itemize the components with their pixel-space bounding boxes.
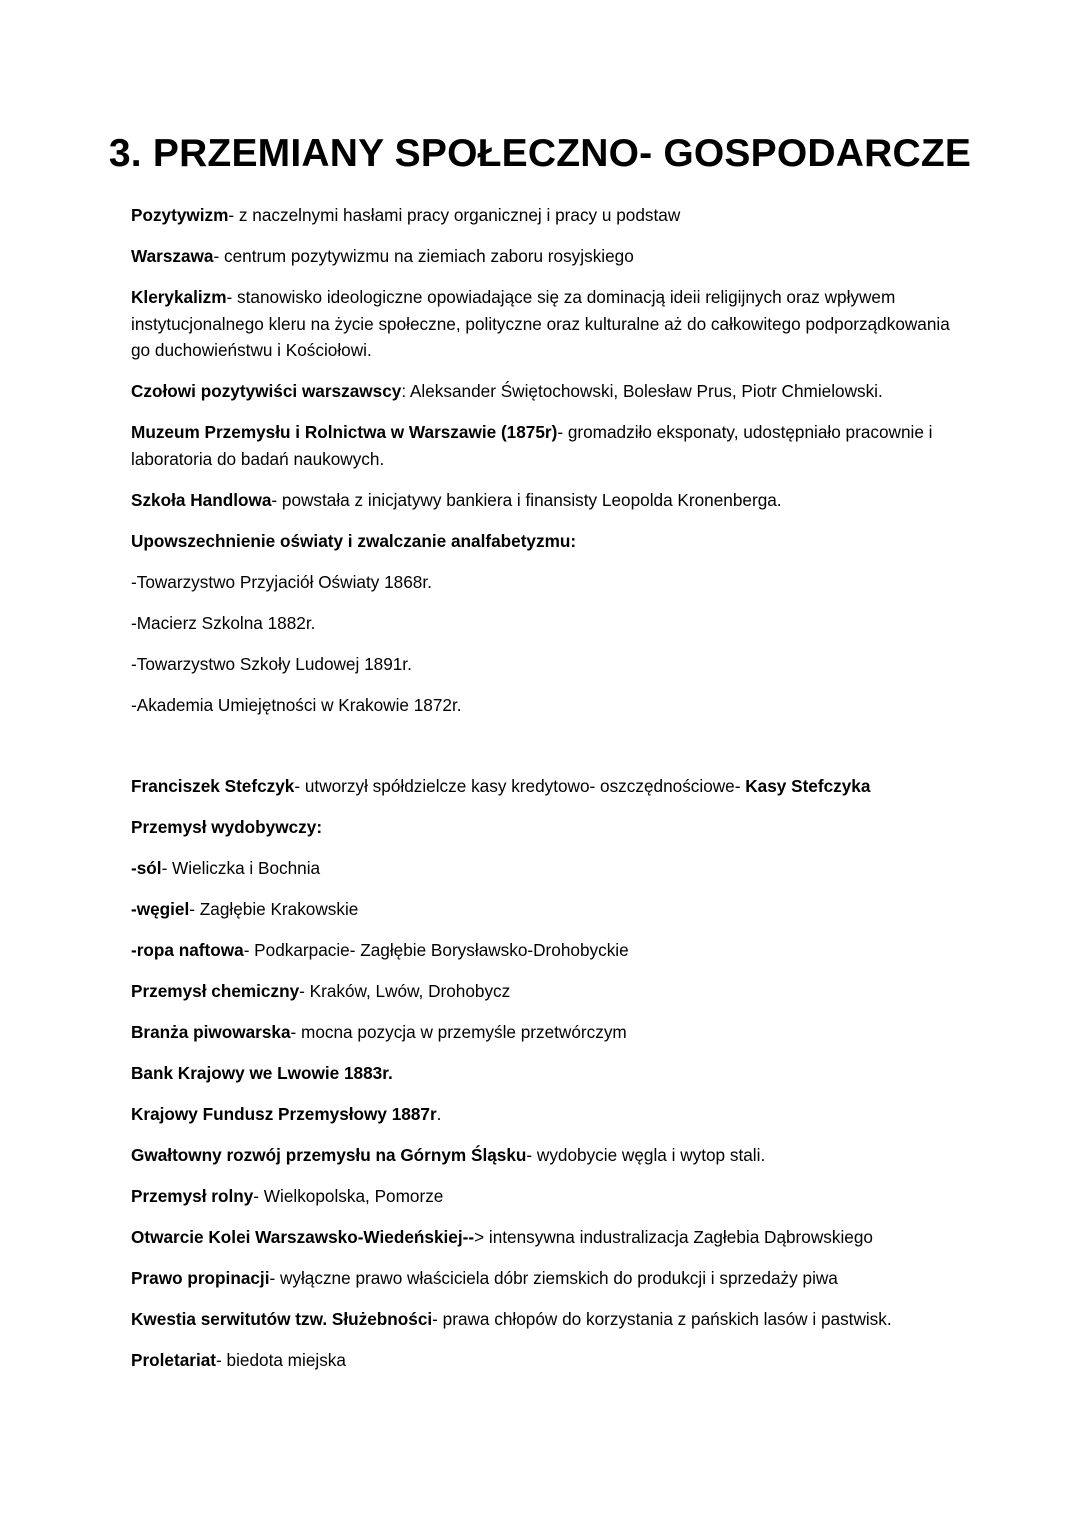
bold-term: Bank Krajowy we Lwowie 1883r.: [131, 1063, 393, 1083]
paragraph: [131, 1060, 961, 1087]
paragraph-text: - powstała z inicjatywy bankiera i finansisty Leopolda Kronenberga.: [271, 489, 782, 510]
paragraph-text: -Macierz Szkolna 1882r.: [131, 612, 316, 633]
paragraph-text: -Towarzystwo Przyjaciół Oświaty 1868r.: [131, 571, 432, 592]
paragraph: [131, 284, 961, 364]
paragraph-text: - mocna pozycja w przemyśle przetwórczym: [290, 1022, 627, 1042]
paragraph: [131, 1142, 961, 1169]
bold-term: Muzeum Przemysłu i Rolnictwa w Warszawie (1875r): [131, 422, 558, 442]
paragraph-text: > intensywna industralizacja Zagłebia Dąbrowskiego: [474, 1227, 873, 1247]
paragraph: [131, 378, 961, 405]
paragraph-text: - prawa chłopów do korzystania z pańskich lasów i pastwisk.: [432, 1309, 892, 1329]
paragraph-text: - Wielkopolska, Pomorze: [253, 1186, 444, 1206]
paragraph: [131, 855, 961, 882]
paragraph-text: - gromadziło eksponaty, udostępniało pracownie i laboratoria do badań naukowych.: [131, 422, 933, 469]
bold-term: Krajowy Fundusz Przemysłowy 1887r: [131, 1104, 437, 1124]
paragraph: [131, 487, 961, 514]
page-title: 3. PRZEMIANY SPOŁECZNO- GOSPODARCZE: [108, 132, 972, 175]
bold-term: Czołowi pozytywiści warszawscy: [131, 381, 402, 401]
bold-term: Klerykalizm: [131, 287, 227, 307]
bold-term: Kwestia serwitutów tzw. Służebności: [131, 1309, 433, 1329]
paragraph: [131, 814, 961, 841]
paragraph-text: - Podkarpacie- Zagłębie Borysławsko-Drohobyckie: [243, 940, 629, 960]
paragraph: [131, 896, 961, 923]
paragraph: [131, 978, 961, 1005]
bold-term: Warszawa: [131, 246, 214, 266]
paragraph-text: -Akademia Umiejętności w Krakowie 1872r.: [131, 694, 462, 715]
bold-term: -sól: [131, 858, 162, 878]
paragraph: [131, 1019, 961, 1046]
paragraph-text: - Zagłębie Krakowskie: [189, 899, 359, 919]
paragraph-text: - utworzył spółdzielcze kasy kredytowo- oszczędnościowe-: [294, 776, 746, 796]
paragraph: [131, 528, 961, 555]
paragraph-text: - wydobycie węgla i wytop stali.: [526, 1145, 766, 1165]
bold-term: Otwarcie Kolei Warszawsko-Wiedeńskiej--: [131, 1227, 475, 1247]
paragraph: [131, 1183, 961, 1210]
paragraph: [131, 202, 961, 229]
paragraph: [131, 569, 961, 596]
paragraph: [131, 243, 961, 270]
bold-term: Przemysł chemiczny: [131, 981, 300, 1001]
paragraph: [131, 1265, 961, 1292]
paragraph: [131, 1347, 961, 1374]
paragraph-text: - biedota miejska: [216, 1350, 346, 1370]
paragraph: [131, 773, 961, 800]
paragraph: [131, 1306, 961, 1333]
bold-term: -węgiel: [131, 899, 190, 919]
paragraph-text: - z naczelnymi hasłami pracy organicznej i pracy u podstaw: [228, 205, 681, 225]
document-body: [131, 202, 961, 1388]
paragraph-text: - wyłączne prawo właściciela dóbr ziemskich do produkcji i sprzedaży piwa: [269, 1268, 838, 1288]
bold-term: Branża piwowarska: [131, 1022, 291, 1042]
paragraph-text: : Aleksander Świętochowski, Bolesław Prus, Piotr Chmielowski.: [401, 381, 883, 401]
bold-term: Upowszechnienie oświaty i zwalczanie analfabetyzmu:: [131, 530, 577, 551]
paragraph-text: - stanowisko ideologiczne opowiadające się za dominacją ideii religijnych oraz wpływem instytucjonalnego kleru na życie społeczne, polityczne oraz kulturalne aż do całkowitego podporządkowania go duchowieństwu i Kościołowi.: [131, 287, 950, 360]
bold-term: Kasy Stefczyka: [745, 776, 871, 796]
bold-term: Gwałtowny rozwój przemysłu na Górnym Śląsku: [131, 1145, 527, 1165]
paragraph: [131, 651, 961, 678]
bold-term: Prawo propinacji: [131, 1268, 270, 1288]
bold-term: Franciszek Stefczyk: [131, 776, 295, 796]
bold-term: Przemysł wydobywczy:: [131, 817, 323, 837]
bold-term: -ropa naftowa: [131, 940, 244, 960]
paragraph: [131, 610, 961, 637]
paragraph-text: - centrum pozytywizmu na ziemiach zaboru rosyjskiego: [213, 246, 634, 266]
paragraph: [131, 937, 961, 964]
paragraph-text: -Towarzystwo Szkoły Ludowej 1891r.: [131, 653, 412, 674]
paragraph: [131, 692, 961, 719]
paragraph: [131, 1101, 961, 1128]
bold-term: Proletariat: [131, 1350, 217, 1370]
paragraph-text: - Kraków, Lwów, Drohobycz: [299, 981, 511, 1001]
bold-term: Pozytywizm: [131, 205, 229, 225]
bold-term: Przemysł rolny: [131, 1186, 254, 1206]
paragraph-text: .: [436, 1104, 442, 1124]
bold-term: Szkoła Handlowa: [131, 489, 272, 510]
paragraph: [131, 1224, 961, 1251]
paragraph: [131, 419, 961, 472]
paragraph-text: - Wieliczka i Bochnia: [161, 858, 321, 878]
